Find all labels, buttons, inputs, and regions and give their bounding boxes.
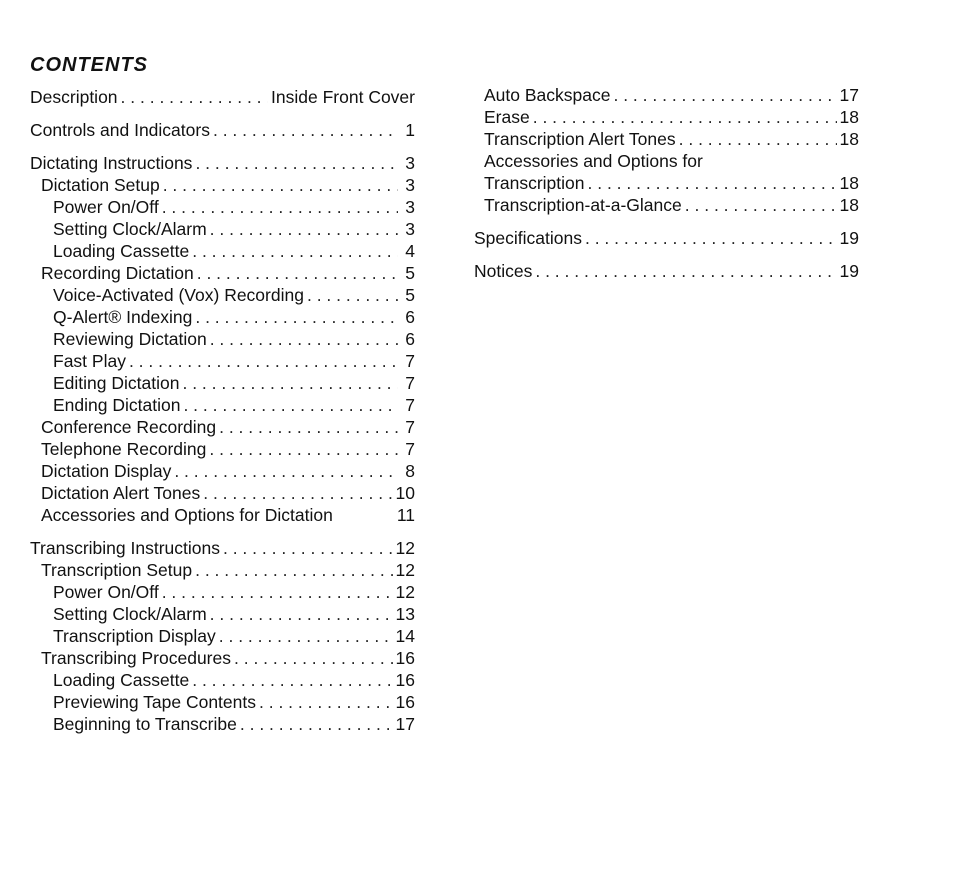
toc-entry-page: 16 [395,692,415,712]
toc-entry-page: 13 [395,604,415,624]
toc-entry-label: Previewing Tape Contents [53,692,256,712]
toc-entry-label: Power On/Off [53,582,159,602]
toc-entry [474,194,859,216]
dot-leader [613,84,836,106]
dot-leader [234,647,393,669]
toc-entry [30,306,415,328]
toc-entry-page: 6 [405,329,415,349]
toc-left-column [30,86,415,735]
dot-leader [685,194,837,216]
page-title: CONTENTS [30,54,148,76]
dot-leader [588,172,837,194]
toc-entry-page: 19 [839,228,859,248]
dot-leader [533,106,837,128]
toc-entry [30,537,415,559]
toc-entry-label: Transcription [484,173,585,193]
toc-entry-label: Beginning to Transcribe [53,714,237,734]
toc-entry [30,350,415,372]
dot-leader [210,218,398,240]
toc-entry-page: 12 [395,538,415,558]
toc-entry-label: Accessories and Options for Dictation [41,505,333,525]
toc-entry [474,227,859,249]
dot-leader [585,227,837,249]
toc-entry [30,196,415,218]
dot-leader [162,581,393,603]
toc-entry-page: 3 [405,175,415,195]
dot-leader [210,603,393,625]
toc-entry-label: Accessories and Options for [484,151,703,171]
toc-entry [30,328,415,350]
toc-entry-label: Dictation Setup [41,175,160,195]
toc-entry-label: Controls and Indicators [30,120,210,140]
toc-entry [30,416,415,438]
dot-leader [259,691,393,713]
toc-entry-label: Transcription Alert Tones [484,129,676,149]
dot-leader [203,482,392,504]
toc-entry-page: 5 [405,285,415,305]
toc-entry-page: 18 [839,129,859,149]
toc-entry [30,647,415,669]
toc-entry [30,625,415,647]
dot-leader [195,152,398,174]
toc-entry-page: 18 [839,173,859,193]
toc-entry [474,128,859,150]
toc-entry [30,504,415,526]
toc-entry-page: 7 [405,373,415,393]
toc-entry [30,372,415,394]
toc-entry-page: 8 [405,461,415,481]
dot-leader [183,394,398,416]
toc-entry-label: Transcription Setup [41,560,193,580]
toc-entry-page: 7 [405,395,415,415]
dot-leader [223,537,393,559]
dot-leader [162,196,398,218]
toc-entry-label: Ending Dictation [53,395,181,415]
toc-entry-page: 16 [395,648,415,668]
dot-leader [219,625,393,647]
toc-entry-page: 4 [405,241,415,261]
toc-entry-page: 3 [405,153,415,173]
toc-entry [30,284,415,306]
toc-entry-page: 17 [839,85,859,105]
toc-entry-page: 19 [839,261,859,281]
toc-entry-label: Conference Recording [41,417,217,437]
toc-entry-page: 6 [405,307,415,327]
toc-entry-label: Transcribing Procedures [41,648,231,668]
dot-leader [195,559,392,581]
toc-entry [30,174,415,196]
toc-entry [474,172,859,194]
toc-entry-label: Dictation Alert Tones [41,483,201,503]
toc-entry [30,119,415,141]
toc-entry-page: 12 [395,560,415,580]
toc-entry-page: 14 [395,626,415,646]
toc-entry-label: Transcribing Instructions [30,538,220,558]
toc-entry [30,86,415,108]
toc-entry-page: 16 [395,670,415,690]
toc-entry [30,152,415,174]
toc-entry-label: Reviewing Dictation [53,329,207,349]
toc-entry-label: Voice-Activated (Vox) Recording [53,285,304,305]
toc-entry-page: 18 [839,107,859,127]
toc-entry [30,460,415,482]
toc-entry-label: Loading Cassette [53,670,190,690]
toc-entry-label: Specifications [474,228,582,248]
toc-entry [30,218,415,240]
toc-entry-label: Transcription Display [53,626,216,646]
toc-entry-label: Setting Clock/Alarm [53,604,207,624]
toc-entry-label: Power On/Off [53,197,159,217]
toc-entry [30,438,415,460]
toc-entry-page: 3 [405,219,415,239]
toc-entry [474,150,859,172]
toc-entry [474,106,859,128]
toc-entry-page: 5 [405,263,415,283]
toc-entry-page: 11 [396,505,415,525]
toc-entry-page: 12 [395,582,415,602]
dot-leader [192,669,392,691]
toc-entry-label: Loading Cassette [53,241,190,261]
toc-entry-page: 18 [839,195,859,215]
toc-entry [30,262,415,284]
dot-leader [240,713,393,735]
toc-entry-label: Editing Dictation [53,373,180,393]
toc-right-column [474,84,859,282]
toc-entry [30,559,415,581]
toc-entry-page: 7 [405,417,415,437]
dot-leader [163,174,398,196]
dot-leader [219,416,398,438]
toc-entry-label: Telephone Recording [41,439,207,459]
toc-entry-label: Auto Backspace [484,85,611,105]
dot-leader [535,260,836,282]
toc-entry-page: 3 [405,197,415,217]
dot-leader [192,240,398,262]
toc-entry-label: Q-Alert® Indexing [53,307,193,327]
toc-entry [30,581,415,603]
dot-leader [174,460,398,482]
toc-entry-label: Notices [474,261,533,281]
toc-entry [30,482,415,504]
toc-entry-page: 7 [405,439,415,459]
toc-entry-label: Setting Clock/Alarm [53,219,207,239]
dot-leader [129,350,398,372]
toc-entry [30,669,415,691]
toc-entry [474,84,859,106]
toc-entry [30,691,415,713]
toc-entry [30,394,415,416]
toc-entry-label: Transcription-at-a-Glance [484,195,682,215]
dot-leader [195,306,398,328]
toc-entry-page: Inside Front Cover [271,87,415,107]
toc-entry-page: 17 [395,714,415,734]
toc-entry-label: Recording Dictation [41,263,194,283]
toc-entry [30,603,415,625]
dot-leader [209,438,398,460]
toc-entry-label: Dictation Display [41,461,172,481]
toc-entry-page: 1 [405,120,415,140]
dot-leader [121,86,269,108]
dot-leader [213,119,398,141]
toc-entry [30,240,415,262]
dot-leader [182,372,398,394]
dot-leader [307,284,398,306]
dot-leader [679,128,837,150]
toc-entry-page: 10 [395,483,415,503]
dot-leader [210,328,398,350]
dot-leader [197,262,398,284]
toc-entry [474,260,859,282]
toc-entry-page: 7 [405,351,415,371]
toc-entry-label: Dictating Instructions [30,153,193,173]
toc-entry-label: Erase [484,107,530,127]
toc-entry-label: Fast Play [53,351,126,371]
toc-entry [30,713,415,735]
toc-entry-label: Description [30,87,118,107]
